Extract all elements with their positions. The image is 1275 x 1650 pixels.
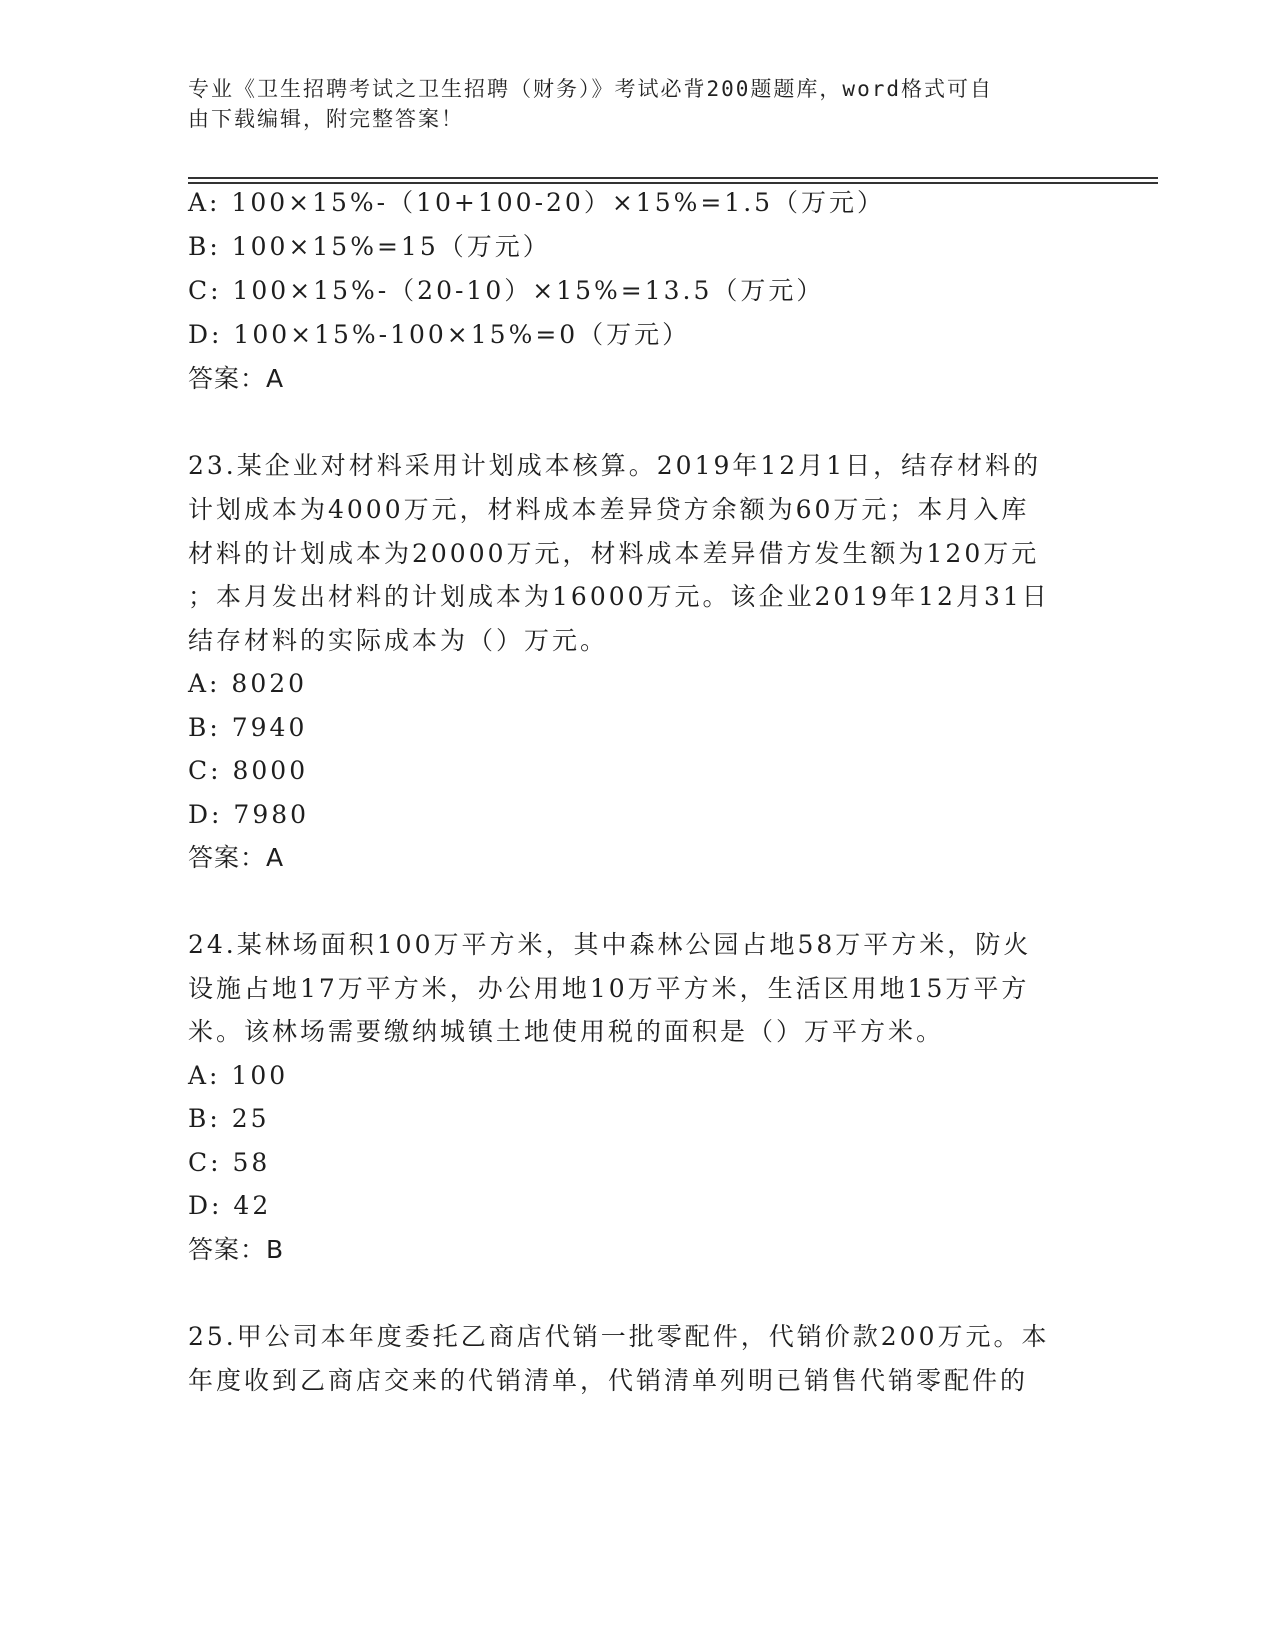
- q23-stem-line-5: 结存材料的实际成本为（）万元。: [188, 626, 609, 655]
- q22-option-c: C: 100×15%-（20-10）×15%=13.5（万元）: [188, 276, 825, 305]
- q23-option-a: A: 8020: [188, 669, 308, 698]
- q23-stem-line-4: ；本月发出材料的计划成本为16000万元。该企业2019年12月31日: [188, 582, 1050, 611]
- q22-answer: 答案：A: [188, 364, 285, 393]
- q23-stem-line-1: 23.某企业对材料采用计划成本核算。2019年12月1日，结存材料的: [188, 451, 1042, 480]
- header-rule-top: [188, 177, 1158, 179]
- q22-option-b: B: 100×15%=15（万元）: [188, 232, 551, 261]
- header-line-1: 专业《卫生招聘考试之卫生招聘（财务）》考试必背200题题库，word格式可自: [188, 77, 993, 101]
- document-header: [188, 74, 1068, 134]
- q25-stem-line-2: 年度收到乙商店交来的代销清单，代销清单列明已销售代销零配件的: [188, 1366, 1029, 1395]
- q24-option-c: C: 58: [188, 1148, 271, 1177]
- q22-option-d: D: 100×15%-100×15%=0（万元）: [188, 320, 691, 349]
- header-line-2: 由下载编辑，附完整答案！: [188, 107, 464, 131]
- q24-option-b: B: 25: [188, 1104, 270, 1133]
- q23-option-d: D: 7980: [188, 800, 310, 829]
- q24-stem-line-2: 设施占地17万平方米，办公用地10万平方米，生活区用地15万平方: [188, 974, 1030, 1003]
- q24-answer: 答案：B: [188, 1235, 285, 1264]
- q23-stem-line-3: 材料的计划成本为20000万元，材料成本差异借方发生额为120万元: [188, 539, 1040, 568]
- q24-option-d: D: 42: [188, 1191, 272, 1220]
- q23-stem-line-2: 计划成本为4000万元，材料成本差异贷方余额为60万元；本月入库: [188, 495, 1030, 524]
- q24-option-a: A: 100: [188, 1061, 289, 1090]
- q22-option-a: A: 100×15%-（10+100-20）×15%=1.5（万元）: [188, 188, 886, 217]
- q24-stem-line-3: 米。该林场需要缴纳城镇土地使用税的面积是（）万平方米。: [188, 1017, 945, 1046]
- q23-option-b: B: 7940: [188, 713, 308, 742]
- q24-stem-line-1: 24.某林场面积100万平方米，其中森林公园占地58万平方米，防火: [188, 930, 1032, 959]
- q23-answer: 答案：A: [188, 843, 285, 872]
- q25-stem-line-1: 25.甲公司本年度委托乙商店代销一批零配件，代销价款200万元。本: [188, 1322, 1050, 1351]
- header-rule-bottom: [188, 182, 1158, 184]
- q23-option-c: C: 8000: [188, 756, 309, 785]
